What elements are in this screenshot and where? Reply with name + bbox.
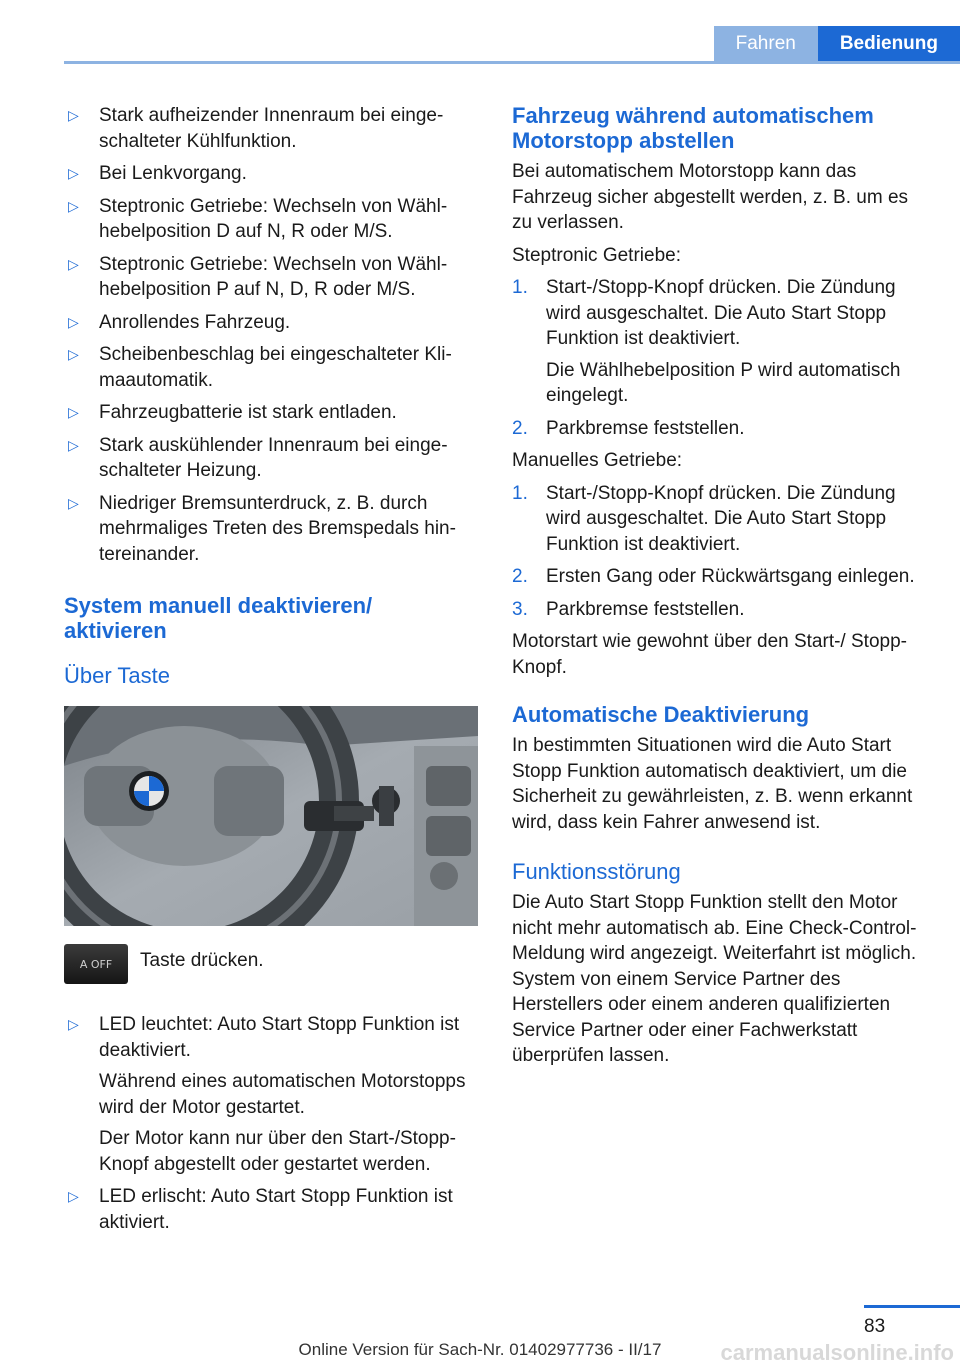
triangle-bullet-icon: ▷ [68,255,79,272]
heading-system-manuell: System manuell deaktivieren/ aktivieren [64,593,373,643]
heading-abstellen: Fahrzeug während automatischem Motorstopp abstellen [512,103,874,153]
heading-auto-deaktivierung: Automatische Deaktivierung [512,702,810,727]
list-item: ▷ Niedriger Bremsunterdruck, z. B. durch mehrmaliges Treten des Bremspedals hintereinander. [68,492,456,565]
triangle-bullet-icon: ▷ [68,165,79,181]
list-item: ▷ LED erlischt: Auto Start Stopp Funktion ist aktiviert. [68,1186,453,1233]
triangle-bullet-icon: ▷ [68,1188,79,1204]
header-tab-fahren: Fahren [714,26,818,61]
steering-wheel-photo [64,706,478,926]
motorstart-text: Motorstart wie gewohnt über den Start-/ Stopp-Knopf. [512,631,907,678]
triangle-bullet-icon: ▷ [68,107,79,123]
list-item: ▷ Anrollendes Fahrzeug. [64,310,478,336]
triangle-bullet-icon: ▷ [68,346,79,362]
triangle-bullet-icon: ▷ [68,1016,79,1032]
steering-wheel-illustration [64,706,478,926]
page-number: 83 [864,1316,886,1337]
list-item: ▷ Steptronic Getriebe: Wechseln von Wählhebelposition P auf N, D, R oder M/S. [68,253,448,300]
triangle-bullet-icon: ▷ [68,404,79,420]
intro-text: Bei automatischem Motorstopp kann das Fahrzeug sicher abgestellt werden, z. B. um es zu verlassen. [512,161,909,233]
triangle-bullet-icon: ▷ [68,436,79,453]
led-status-list [64,1012,478,1235]
header-tab-bedienung: Bedienung [818,26,960,61]
page-number-rule [864,1305,960,1308]
triangle-bullet-icon: ▷ [68,313,79,330]
list-item: ▷ Stark aufheizender Innenraum bei eingeschalteter Kühlfunktion. [68,105,444,152]
steptronic-label: Steptronic Getriebe: [512,244,681,266]
list-item: 2. Parkbremse feststellen. [512,417,745,439]
taste-druecken-text: Taste drücken. [140,950,264,971]
watermark: carmanualsonline.info [720,1340,954,1365]
list-item: ▷ Steptronic Getriebe: Wechseln von Wählhebelposition D auf N, R oder M/S. [68,195,448,242]
heading-ueber-taste: Über Taste [64,663,170,688]
manuell-steps [512,481,926,623]
section-header [714,26,960,61]
manuell-label: Manuelles Getriebe: [512,450,683,471]
list-item: ▷ Fahrzeugbatterie ist stark entladen. [64,400,478,426]
funktionsstoerung-text: Die Auto Start Stopp Funktion stellt den Motor nicht mehr automatisch ab. Eine Check-Control-Meldung wird angezeigt. Weiterfahrt ist möglich. System von einem Service Partner des Herstellers oder einem anderen qualifizierten Service Partner oder einer Fachwerkstatt überprüfen lassen. [512,892,917,1066]
list-item: 1. Start-/Stopp-Knopf drücken. Die Zündung wird ausgeschaltet. Die Auto Start Stopp Funktion ist deaktiviert. [512,482,896,555]
triangle-bullet-icon: ▷ [68,494,79,511]
auto-start-stop-off-icon: A OFF [79,957,113,971]
left-column [64,103,478,1242]
list-item: ▷ Stark auskühlender Innenraum bei eingeschalteter Heizung. [68,434,448,481]
list-item: 3. Parkbremse feststellen. [512,598,745,620]
auto-deaktivierung-text: In bestimmten Situationen wird die Auto Start Stopp Funktion automatisch deaktiviert, um die Sicherheit zu gewährleisten, z. B. wenn erkannt wird, dass kein Fahrer anwesend ist. [512,735,913,833]
footer-text: Online Version für Sach-Nr. 01402977736 - II/17 [298,1340,662,1359]
condition-list [64,103,478,567]
button-row [64,944,478,984]
list-item: ▷ LED leuchtet: Auto Start Stopp Funktion ist deaktiviert. Während eines automatischen Motorstopps wird der Motor gestartet. Der Motor kann nur über den Start-/Stopp-Knopf abgestellt oder gestartet werden. [68,1014,466,1175]
steptronic-steps [512,275,926,441]
list-item: ▷ Scheibenbeschlag bei eingeschalteter Klimaautomatik. [68,344,452,391]
heading-funktionsstoerung: Funktionsstörung [512,859,681,884]
triangle-bullet-icon: ▷ [68,197,79,214]
auto-start-stop-button[interactable] [64,944,128,984]
right-column [512,103,926,1076]
header-rule [64,61,960,64]
list-item: 1. Start-/Stopp-Knopf drücken. Die Zündung wird ausgeschaltet. Die Auto Start Stopp Funktion ist deaktiviert. Die Wählhebelposition P wird automatisch eingelegt. [512,277,901,406]
list-item: ▷ Bei Lenkvorgang. [64,161,478,187]
list-item: 2. Ersten Gang oder Rückwärtsgang einlegen. [512,566,915,587]
